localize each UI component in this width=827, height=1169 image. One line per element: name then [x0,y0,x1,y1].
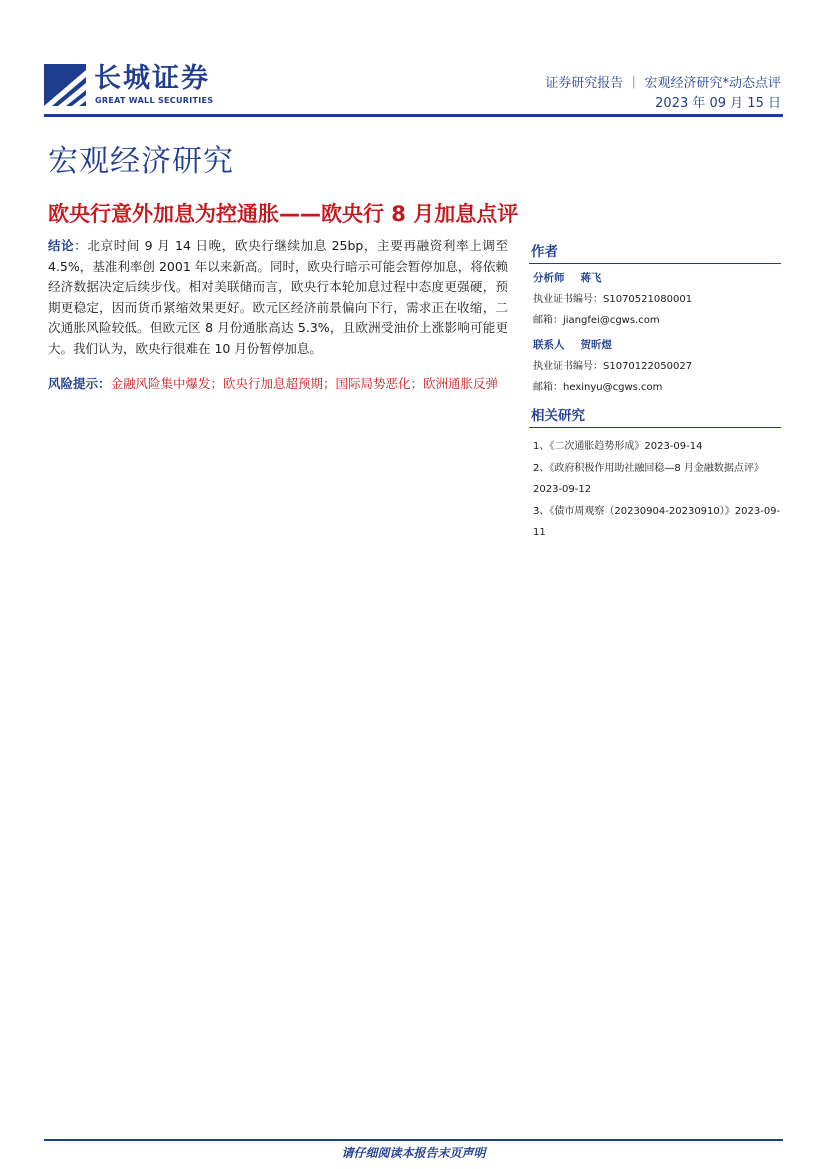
footer-disclaimer: 请仔细阅读本报告末页声明 [341,1146,486,1160]
contact-email: 邮箱：hexinyu@cgws.com [533,382,663,393]
analyst-name: 蒋飞 [580,272,602,284]
related-item-2[interactable]: 2、《政府积极作用助社融回稳—8 月金融数据点评》2023-09-12 [533,463,764,495]
conclusion-text: ：北京时间 9 月 14 日晚，欧央行继续加息 25bp，主要再融资利率上调至 4.5%，基准利率创 2001 年以来新高。同时，欧央行暗示可能会暂停加息，将依赖经济数据决定后续步伐。相对美联储而言，欧央行本轮加息过程中态度更强硬，预期更稳定，因而货币紧缩效果更好。欧元区经济前景偏向下行，需求正在收缩，二次通胀风险较低。但欧元区 8 月份通胀高达 5.3%，且欧洲受油价上涨影响可能更大。我们认为，欧央行很难在 10 月份暂停加息。 [48,238,508,356]
contact-name: 贺昕煜 [580,339,612,351]
conclusion-label: 结论 [48,238,75,253]
related-item-1[interactable]: 1、《二次通胀趋势形成》2023-09-14 [533,441,703,452]
brand-name-cn: 长城证券 [94,63,210,94]
conclusion-paragraph [48,236,508,360]
risk-label: 风险提示： [48,375,111,391]
risk-paragraph [48,374,508,395]
main-body [48,236,508,394]
report-meta [545,74,781,114]
contact-row [529,335,781,356]
contact-role: 联系人 [533,339,565,351]
section-title: 宏观经济研究 [48,144,234,179]
header-divider [44,114,783,117]
brand-name-en: GREAT WALL SECURITIES [95,96,214,105]
related-list [529,428,781,543]
authors-heading: 作者 [529,240,781,264]
sidebar [529,240,781,544]
report-date: 2023 年 09 月 15 日 [655,96,781,111]
analyst-email: 邮箱：jiangfei@cgws.com [533,315,660,326]
footer-divider [44,1139,783,1141]
risk-text: 金融风险集中爆发；欧央行加息超预期；国际局势恶化；欧洲通胀反弹 [110,375,499,391]
analyst-role: 分析师 [533,272,565,284]
related-heading: 相关研究 [529,404,781,428]
report-headline: 欧央行意外加息为控通胀——欧央行 8 月加息点评 [48,202,519,226]
report-category: 证券研究报告 ｜ 宏观经济研究*动态点评 [545,76,781,91]
analyst-row [529,268,781,289]
contact-cert: 执业证书编号：S1070122050027 [533,361,693,372]
analyst-cert: 执业证书编号：S1070521080001 [533,294,693,305]
great-wall-logo-icon [44,64,86,106]
related-item-3[interactable]: 3、《债市周观察（20230904-20230910）》2023-09-11 [533,506,781,538]
